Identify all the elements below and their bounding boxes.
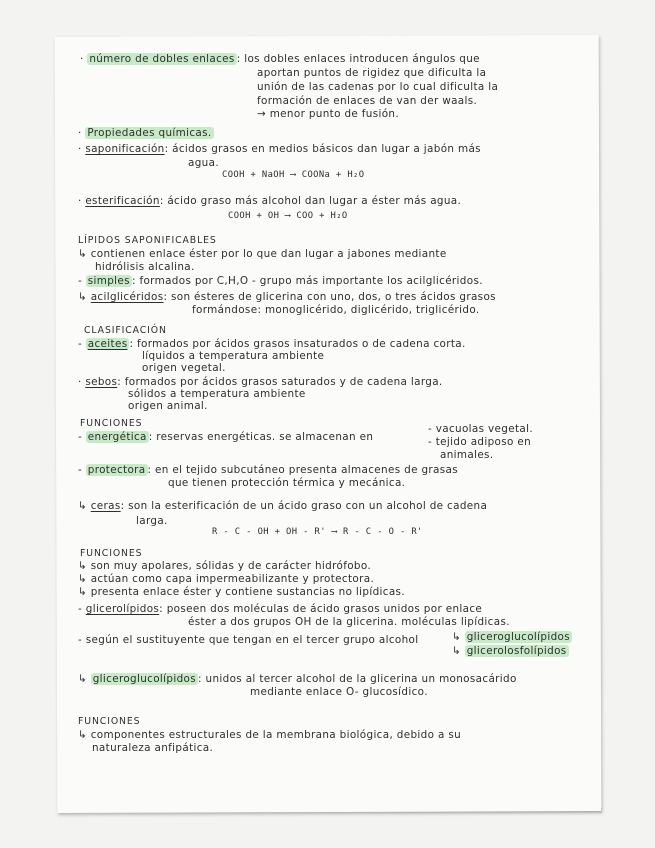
saponificacion-line-1: · saponificación: ácidos grasos en medios básicos dan lugar a jabón más xyxy=(78,143,481,155)
glicerolipidos-line-3: - según el sustituyente que tengan en el tercer grupo alcohol xyxy=(78,634,419,646)
saponificacion-line-2: agua. xyxy=(188,157,219,169)
sebos-line-3: origen animal. xyxy=(128,400,208,412)
ceras-text-1: son la esterificación de un ácido graso con un alcohol de cadena xyxy=(128,500,488,512)
gliceroglucolipidos-term: gliceroglucolípidos xyxy=(92,673,197,685)
glicerolipidos-line-2: éster a dos grupos OH de la glicerina. moléculas lipídicas. xyxy=(188,616,510,628)
acilgliceridos-line-1: ↳ acilglicéridos: son ésteres de glicerina con uno, dos, o tres ácidos grasos xyxy=(78,291,496,303)
simples-text: formados por C,H,O - grupo más importante los acilglicéridos. xyxy=(139,275,483,287)
tejido-line-2: animales. xyxy=(440,449,494,461)
glicerolosfolipidos-sub: glicerolosfolípidos xyxy=(466,645,567,657)
propiedades-heading: Propiedades químicas. xyxy=(87,127,212,139)
gliceroglucolipidos-line-2: mediante enlace O- glucosídico. xyxy=(250,686,428,698)
clasificacion-heading: CLASIFICACIÓN xyxy=(84,325,167,336)
lipidos-line-2: hidrólisis alcalina. xyxy=(95,261,195,273)
gliceroglucolipidos-sub: gliceroglucolípidos xyxy=(466,631,571,643)
glicerolipidos-term: glicerolípidos xyxy=(85,603,160,615)
simples-term: simples xyxy=(87,275,130,287)
funciones3-line-1: ↳ componentes estructurales de la membrana biológica, debido a su xyxy=(78,729,462,741)
esterificacion-term: esterificación xyxy=(85,195,160,207)
protectora-text-1: en el tejido subcutáneo presenta almacenes de grasas xyxy=(155,464,458,476)
sub2-arrow: ↳ xyxy=(452,645,462,657)
glicerolipidos-line-1: - glicerolípidos: poseen dos moléculas de ácido grasos unidos por enlace xyxy=(78,603,483,615)
funciones-heading-3: FUNCIONES xyxy=(78,716,141,727)
saponificacion-equation: COOH + NaOH ⟶ COONa + H₂O xyxy=(222,170,365,180)
dobles-line-3: unión de las cadenas por lo cual dificulta la xyxy=(257,81,499,93)
aceites-line-1: - aceites : formados por ácidos grasos insaturados o de cadena corta. xyxy=(78,338,466,350)
dobles-line-5: → menor punto de fusión. xyxy=(257,108,400,120)
aceites-line-3: origen vegetal. xyxy=(142,362,226,374)
lipidos-saponificables-heading: LÍPIDOS SAPONIFICABLES xyxy=(78,235,217,246)
aceites-text-1: formados por ácidos grasos insaturados o de cadena corta. xyxy=(136,338,466,350)
acilgliceridos-line-2: formándose: monoglicérido, diglicérido, triglicérido. xyxy=(192,304,480,316)
ceras-term: ceras xyxy=(90,500,121,512)
protectora-term: protectora xyxy=(87,464,146,476)
glicerolipidos-sub-2 xyxy=(452,645,569,657)
sub1-arrow: ↳ xyxy=(452,631,462,643)
esterificacion-equation: COOH + OH ⟶ COO + H₂O xyxy=(228,211,348,221)
glicerolipidos-text-1: poseen dos moléculas de ácido grasos unidos por enlace xyxy=(166,603,483,615)
funciones3-line-2: naturaleza anfipática. xyxy=(92,742,214,754)
vacuolas-line: - vacuolas vegetal. xyxy=(428,423,534,435)
funciones-heading-1: FUNCIONES xyxy=(80,418,143,429)
tejido-line-1: - tejido adiposo en xyxy=(428,436,532,448)
funciones2-item-1: ↳ son muy apolares, sólidas y de carácter hidrófobo. xyxy=(78,560,372,572)
gliceroglucolipidos-text-1: unidos al tercer alcohol de la glicerina un monosacárido xyxy=(205,673,517,685)
glicerolipidos-sub-1 xyxy=(452,631,572,643)
esterificacion-text-1: ácido graso más alcohol dan lugar a éster más agua. xyxy=(167,195,462,207)
gliceroglucolipidos-line-1: ↳ gliceroglucolípidos : unidos al tercer alcohol de la glicerina un monosacárido xyxy=(78,673,517,685)
dobles-line-2: aportan puntos de rigidez que dificulta la xyxy=(257,67,487,79)
aceites-term: aceites xyxy=(87,338,128,350)
acilgliceridos-text-1: son ésteres de glicerina con uno, dos, o tres ácidos grasos xyxy=(171,291,496,303)
dobles-term: número de dobles enlaces xyxy=(89,53,235,65)
dobles-line-1: · número de dobles enlaces : los dobles enlaces introducen ángulos que xyxy=(80,53,480,65)
lipidos-line-1: ↳ contienen enlace éster por lo que dan lugar a jabones mediante xyxy=(78,248,447,260)
dobles-line-4: formación de enlaces de van der waals. xyxy=(257,95,478,107)
dobles-text-1: los dobles enlaces introducen ángulos que xyxy=(244,53,480,65)
simples-line: - simples : formados por C,H,O - grupo más importante los acilglicéridos. xyxy=(78,275,483,287)
saponificacion-term: saponificación xyxy=(85,143,165,155)
sebos-line-1: · sebos: formados por ácidos grasos saturados y de cadena larga. xyxy=(78,376,443,388)
energetica-text: reservas energéticas. se almacenan en xyxy=(156,431,374,443)
funciones2-item-3: ↳ presenta enlace éster y contiene sustancias no lipídicas. xyxy=(78,586,405,598)
sebos-text-1: formados por ácidos grasos saturados y de cadena larga. xyxy=(124,376,443,388)
saponificacion-text-1: ácidos grasos en medios básicos dan lugar a jabón más xyxy=(172,143,481,155)
sebos-line-2: sólidos a temperatura ambiente xyxy=(128,388,306,400)
ceras-line-1: ↳ ceras: son la esterificación de un ácido graso con un alcohol de cadena xyxy=(78,500,488,512)
sebos-term: sebos xyxy=(85,376,118,388)
propiedades-line: · Propiedades químicas. xyxy=(78,127,212,139)
protectora-line-1: - protectora : en el tejido subcutáneo presenta almacenes de grasas xyxy=(78,464,458,476)
protectora-line-2: que tienen protección térmica y mecánica. xyxy=(168,477,406,489)
ceras-equation: R - C - OH + OH - R' ⟶ R - C - O - R' xyxy=(212,527,423,537)
funciones-heading-2: FUNCIONES xyxy=(80,548,143,559)
aceites-line-2: líquidos a temperatura ambiente xyxy=(142,350,325,362)
energetica-term: energética xyxy=(87,431,147,443)
energetica-line: - energética : reservas energéticas. se almacenan en xyxy=(78,431,374,443)
funciones2-item-2: ↳ actúan como capa impermeabilizante y protectora. xyxy=(78,573,375,585)
ceras-line-2: larga. xyxy=(136,515,168,527)
acilgliceridos-term: acilglicéridos xyxy=(90,291,164,303)
esterificacion-line-1: · esterificación: ácido graso más alcohol dan lugar a éster más agua. xyxy=(78,195,462,207)
